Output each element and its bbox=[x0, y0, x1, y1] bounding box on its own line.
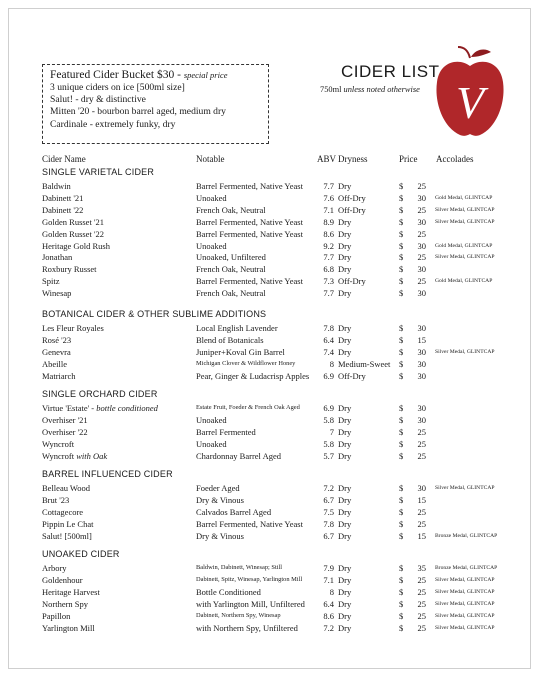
cider-price: 30 bbox=[417, 346, 426, 357]
cider-name bbox=[42, 450, 107, 462]
cider-name-text: Belleau Wood bbox=[42, 483, 91, 493]
cider-notable: with Yarlington Mill, Unfiltered bbox=[196, 598, 305, 609]
currency-symbol: $ bbox=[399, 370, 404, 381]
cider-row bbox=[0, 204, 540, 216]
cider-name-text: Roxbury Russet bbox=[42, 264, 97, 275]
featured-cider-bucket-box bbox=[42, 64, 269, 144]
cider-dryness: Dry bbox=[338, 518, 352, 529]
cider-name bbox=[42, 610, 70, 622]
cider-price: 25 bbox=[417, 426, 426, 437]
currency-symbol: $ bbox=[399, 450, 404, 461]
currency-symbol: $ bbox=[399, 622, 404, 633]
cider-name-text: Abeille bbox=[42, 358, 68, 369]
cider-notable: Barrel Fermented bbox=[196, 426, 256, 437]
cider-abv: 7.7 bbox=[323, 181, 334, 191]
cider-abv: 7.6 bbox=[323, 192, 334, 203]
cider-name bbox=[42, 598, 88, 610]
cider-name-note: with Oak bbox=[76, 450, 108, 461]
cider-accolade: Gold Medal, GLINTCAP bbox=[435, 194, 493, 201]
cider-notable: Foeder Aged bbox=[196, 483, 240, 493]
cider-name bbox=[42, 287, 71, 299]
cider-notable: Unoaked bbox=[196, 414, 227, 425]
cider-row bbox=[0, 263, 540, 275]
cider-name-text: Wyncroft bbox=[42, 438, 75, 449]
cider-name-text: Winesap bbox=[42, 288, 72, 299]
cider-price: 30 bbox=[417, 264, 426, 275]
cider-abv: 7 bbox=[329, 426, 334, 437]
cider-name-text: Dabinett '21 bbox=[42, 192, 84, 203]
cider-row bbox=[0, 334, 540, 346]
cider-abv: 7.2 bbox=[323, 622, 334, 633]
cider-name bbox=[42, 622, 95, 634]
cider-name-text: Les Fleur Royales bbox=[42, 323, 104, 333]
cider-abv: 6.8 bbox=[323, 264, 334, 275]
featured-title: Featured Cider Bucket $30 bbox=[50, 69, 175, 81]
cider-notable: Michigan Clover & Wildflower Honey bbox=[196, 359, 296, 367]
cider-dryness: Dry bbox=[338, 450, 352, 461]
cider-dryness: Dry bbox=[338, 403, 352, 413]
cider-dryness: Dry bbox=[338, 216, 352, 227]
cider-row bbox=[0, 574, 540, 586]
cider-abv: 8 bbox=[329, 358, 334, 369]
currency-symbol: $ bbox=[399, 610, 404, 621]
cider-price: 15 bbox=[417, 530, 426, 541]
cider-price: 30 bbox=[417, 192, 426, 203]
cider-abv: 6.7 bbox=[323, 530, 334, 541]
cider-dryness: Dry bbox=[338, 414, 352, 425]
cider-row bbox=[0, 426, 540, 438]
cider-accolade: Silver Medal, GLINTCAP bbox=[435, 612, 495, 619]
cider-dryness: Dry bbox=[338, 563, 352, 573]
cider-row bbox=[0, 622, 540, 634]
cider-notable: Barrel Fermented, Native Yeast bbox=[196, 228, 303, 239]
cider-name-text: Golden Russet '22 bbox=[42, 228, 104, 239]
cider-dryness: Dry bbox=[338, 264, 352, 275]
cider-name-text: Dabinett '22 bbox=[42, 204, 84, 215]
cider-notable: French Oak, Neutral bbox=[196, 288, 266, 299]
cider-row bbox=[0, 358, 540, 370]
cider-name bbox=[42, 530, 92, 542]
cider-row bbox=[0, 240, 540, 252]
featured-price-note: special price bbox=[183, 70, 228, 80]
cider-price: 25 bbox=[417, 598, 426, 609]
cider-abv: 7.9 bbox=[323, 563, 334, 573]
cider-name-text: Genevra bbox=[42, 346, 71, 357]
cider-accolade: Silver Medal, GLINTCAP bbox=[435, 576, 495, 583]
currency-symbol: $ bbox=[399, 204, 404, 215]
cider-price: 25 bbox=[417, 438, 426, 449]
cider-notable: Bottle Conditioned bbox=[196, 586, 261, 597]
cider-name bbox=[42, 494, 69, 506]
currency-symbol: $ bbox=[399, 358, 404, 369]
cider-notable: Local English Lavender bbox=[196, 323, 278, 333]
cider-abv: 7.5 bbox=[323, 506, 334, 517]
section-title: SINGLE VARIETAL CIDER bbox=[42, 167, 155, 177]
cider-name bbox=[42, 562, 67, 574]
cider-abv: 5.8 bbox=[323, 438, 334, 449]
cider-name-text: Wyncroft bbox=[42, 450, 77, 461]
currency-symbol: $ bbox=[399, 598, 404, 609]
cider-dryness: Dry bbox=[338, 483, 352, 493]
cider-row bbox=[0, 494, 540, 506]
cider-notable: Barrel Fermented, Native Yeast bbox=[196, 216, 303, 227]
cider-abv: 8 bbox=[329, 586, 334, 597]
cider-row bbox=[0, 414, 540, 426]
cider-price: 25 bbox=[417, 181, 426, 191]
cider-price: 25 bbox=[417, 252, 426, 263]
cider-price: 30 bbox=[417, 403, 426, 413]
cider-row bbox=[0, 586, 540, 598]
cider-accolade: Gold Medal, GLINTCAP bbox=[435, 242, 493, 249]
cider-row bbox=[0, 275, 540, 287]
cider-accolade: Silver Medal, GLINTCAP bbox=[435, 348, 495, 355]
currency-symbol: $ bbox=[399, 240, 404, 251]
cider-dryness: Dry bbox=[338, 530, 352, 541]
cider-price: 25 bbox=[417, 622, 426, 633]
column-header-notable: Notable bbox=[196, 154, 225, 164]
cider-price: 30 bbox=[417, 288, 426, 299]
bottle-size: 750ml bbox=[320, 85, 342, 94]
cider-name-text: Overhiser '22 bbox=[42, 426, 88, 437]
cider-name bbox=[42, 275, 59, 287]
cider-name-text: Jonathan bbox=[42, 252, 73, 263]
cider-dryness: Dry bbox=[338, 323, 352, 333]
cider-name bbox=[42, 240, 110, 252]
column-header-name: Cider Name bbox=[42, 154, 86, 164]
cider-price: 30 bbox=[417, 323, 426, 333]
currency-symbol: $ bbox=[399, 586, 404, 597]
cider-name bbox=[42, 518, 93, 530]
cider-accolade: Silver Medal, GLINTCAP bbox=[435, 600, 495, 607]
cider-dryness: Dry bbox=[338, 240, 352, 251]
cider-abv: 7.1 bbox=[323, 204, 334, 215]
cider-name-text: Northern Spy bbox=[42, 598, 89, 609]
cider-name-text: Golden Russet '21 bbox=[42, 216, 104, 227]
cider-dryness: Dry bbox=[338, 622, 352, 633]
cider-row bbox=[0, 518, 540, 530]
currency-symbol: $ bbox=[399, 346, 404, 357]
cider-notable: Chardonnay Barrel Aged bbox=[196, 450, 281, 461]
cider-name bbox=[42, 322, 104, 334]
cider-dryness: Dry bbox=[338, 346, 352, 357]
cider-name bbox=[42, 216, 104, 228]
cider-abv: 7.2 bbox=[323, 483, 334, 493]
cider-notable: French Oak, Neutral bbox=[196, 204, 266, 215]
cider-abv: 6.4 bbox=[323, 598, 334, 609]
cider-name bbox=[42, 180, 71, 192]
currency-symbol: $ bbox=[399, 530, 404, 541]
cider-abv: 8.6 bbox=[323, 610, 334, 621]
currency-symbol: $ bbox=[399, 192, 404, 203]
cider-dryness: Off-Dry bbox=[338, 276, 366, 287]
currency-symbol: $ bbox=[399, 518, 404, 529]
cider-price: 25 bbox=[417, 276, 426, 287]
cider-abv: 5.7 bbox=[323, 450, 334, 461]
featured-line: 3 unique ciders on ice [500ml size] bbox=[50, 82, 185, 93]
cider-name-text: Yarlington Mill bbox=[42, 622, 95, 633]
cider-price: 25 bbox=[417, 506, 426, 517]
cider-abv: 6.7 bbox=[323, 494, 334, 505]
cider-name bbox=[42, 334, 71, 346]
size-qualifier: unless noted otherwise bbox=[343, 85, 420, 94]
cider-accolade: Silver Medal, GLINTCAP bbox=[435, 254, 495, 261]
cider-row bbox=[0, 287, 540, 299]
cider-accolade: Silver Medal, GLINTCAP bbox=[435, 588, 495, 595]
cider-name bbox=[42, 192, 83, 204]
cider-abv: 8.6 bbox=[323, 228, 334, 239]
cider-notable: Unoaked bbox=[196, 192, 227, 203]
cider-row bbox=[0, 610, 540, 622]
cider-name bbox=[42, 251, 72, 263]
cider-abv: 9.2 bbox=[323, 240, 334, 251]
cider-notable: Estate Fruit, Foeder & French Oak Aged bbox=[196, 404, 300, 411]
cider-price: 30 bbox=[417, 240, 426, 251]
cider-row bbox=[0, 482, 540, 494]
cider-name bbox=[42, 426, 88, 438]
cider-row bbox=[0, 530, 540, 542]
cider-accolade: Silver Medal, GLINTCAP bbox=[435, 206, 495, 213]
size-note bbox=[320, 85, 420, 94]
cider-price: 30 bbox=[417, 414, 426, 425]
section-title: BOTANICAL CIDER & OTHER SUBLIME ADDITIONS bbox=[42, 309, 267, 319]
cider-notable: Barrel Fermented, Native Yeast bbox=[196, 518, 303, 529]
currency-symbol: $ bbox=[399, 228, 404, 239]
cider-abv: 7.8 bbox=[323, 518, 334, 529]
cider-name bbox=[42, 263, 97, 275]
cider-dryness: Dry bbox=[338, 252, 352, 263]
cider-name bbox=[42, 586, 100, 598]
cider-name-text: Arbory bbox=[42, 563, 67, 573]
cider-notable: Unoaked bbox=[196, 438, 227, 449]
cider-dryness: Dry bbox=[338, 334, 352, 345]
cider-name-note: bottle conditioned bbox=[96, 403, 158, 413]
cider-price: 25 bbox=[417, 228, 426, 239]
cider-row bbox=[0, 192, 540, 204]
cider-notable: Barrel Fermented, Native Yeast bbox=[196, 276, 303, 287]
cider-name-text: Heritage Harvest bbox=[42, 586, 100, 597]
cider-name bbox=[42, 574, 83, 586]
cider-name-text: Cottagecore bbox=[42, 506, 84, 517]
cider-notable: Unoaked bbox=[196, 240, 227, 251]
cider-notable: Blend of Botanicals bbox=[196, 334, 264, 345]
apple-logo-icon bbox=[434, 46, 506, 138]
cider-abv: 7.7 bbox=[323, 252, 334, 263]
cider-name-text: Rosé '23 bbox=[42, 334, 72, 345]
cider-name bbox=[42, 506, 83, 518]
cider-price: 30 bbox=[417, 370, 426, 381]
section-title: SINGLE ORCHARD CIDER bbox=[42, 389, 158, 399]
cider-name-text: Baldwin bbox=[42, 181, 71, 191]
featured-line: Mitten '20 - bourbon barrel aged, medium dry bbox=[50, 106, 226, 118]
cider-accolade: Gold Medal, GLINTCAP bbox=[435, 278, 493, 285]
cider-name bbox=[42, 438, 74, 450]
cider-dryness: Medium-Sweet bbox=[338, 358, 391, 369]
cider-abv: 8.9 bbox=[323, 216, 334, 227]
cider-accolade: Silver Medal, GLINTCAP bbox=[435, 624, 495, 631]
currency-symbol: $ bbox=[399, 276, 404, 287]
cider-dryness: Dry bbox=[338, 228, 352, 239]
cider-abv: 6.9 bbox=[323, 403, 334, 413]
featured-line: Cardinale - extremely funky, dry bbox=[50, 118, 176, 130]
cider-dryness: Dry bbox=[338, 506, 352, 517]
cider-dryness: Dry bbox=[338, 181, 352, 191]
cider-dryness: Dry bbox=[338, 574, 352, 585]
cider-accolade: Silver Medal, GLINTCAP bbox=[435, 485, 495, 491]
cider-price: 25 bbox=[417, 450, 426, 461]
cider-abv: 7.3 bbox=[323, 276, 334, 287]
currency-symbol: $ bbox=[399, 181, 404, 191]
cider-name bbox=[42, 414, 88, 426]
cider-name bbox=[42, 346, 71, 358]
featured-line: Salut! - dry & distinctive bbox=[50, 94, 146, 106]
currency-symbol: $ bbox=[399, 506, 404, 517]
cider-name-text: Papillon bbox=[42, 610, 71, 621]
cider-row bbox=[0, 370, 540, 382]
cider-price: 35 bbox=[417, 563, 426, 573]
cider-name bbox=[42, 358, 67, 370]
cider-notable: Baldwin, Dabinett, Winesap; Still bbox=[196, 564, 283, 571]
cider-accolade: Bronze Medal, GLINTCAP bbox=[435, 565, 498, 571]
cider-notable: Dry & Vinous bbox=[196, 494, 244, 505]
cider-price: 25 bbox=[417, 586, 426, 597]
section-title: BARREL INFLUENCED CIDER bbox=[42, 469, 173, 479]
currency-symbol: $ bbox=[399, 252, 404, 263]
cider-row bbox=[0, 402, 540, 414]
page-title: CIDER LIST bbox=[341, 62, 440, 81]
currency-symbol: $ bbox=[399, 563, 404, 573]
cider-price: 15 bbox=[417, 334, 426, 345]
cider-row bbox=[0, 180, 540, 192]
cider-name-text: Overhiser '21 bbox=[42, 414, 88, 425]
cider-row bbox=[0, 251, 540, 263]
cider-name-text: Spitz bbox=[42, 276, 60, 287]
cider-dryness: Off-Dry bbox=[338, 192, 366, 203]
cider-dryness: Dry bbox=[338, 586, 352, 597]
currency-symbol: $ bbox=[399, 334, 404, 345]
cider-notable: Unoaked, Unfiltered bbox=[196, 252, 266, 263]
cider-row bbox=[0, 216, 540, 228]
cider-name bbox=[42, 482, 90, 494]
cider-abv: 7.8 bbox=[323, 323, 334, 333]
cider-abv: 6.4 bbox=[323, 334, 334, 345]
cider-notable: Calvados Barrel Aged bbox=[196, 506, 272, 517]
cider-row bbox=[0, 450, 540, 462]
cider-abv: 6.9 bbox=[323, 370, 334, 381]
cider-dryness: Dry bbox=[338, 494, 352, 505]
column-header-accolades: Accolades bbox=[436, 154, 474, 164]
section-title: UNOAKED CIDER bbox=[42, 549, 120, 559]
cider-row bbox=[0, 506, 540, 518]
cider-price: 25 bbox=[417, 574, 426, 585]
cider-accolade: Bronze Medal, GLINTCAP bbox=[435, 532, 498, 539]
currency-symbol: $ bbox=[399, 323, 404, 333]
currency-symbol: $ bbox=[399, 574, 404, 585]
cider-price: 30 bbox=[417, 358, 426, 369]
cider-row bbox=[0, 562, 540, 574]
currency-symbol: $ bbox=[399, 414, 404, 425]
cider-name bbox=[42, 204, 83, 216]
cider-row bbox=[0, 346, 540, 358]
column-header-abv: ABV bbox=[317, 154, 337, 164]
currency-symbol: $ bbox=[399, 483, 404, 493]
cider-abv: 5.8 bbox=[323, 414, 334, 425]
cider-dryness: Off-Dry bbox=[338, 204, 366, 215]
cider-price: 15 bbox=[417, 494, 426, 505]
cider-row bbox=[0, 598, 540, 610]
cider-name bbox=[42, 228, 104, 240]
cider-name-text: Virtue 'Estate' - bbox=[42, 403, 97, 413]
cider-dryness: Dry bbox=[338, 610, 352, 621]
cider-price: 30 bbox=[417, 216, 426, 227]
logo-letter: V bbox=[455, 77, 485, 128]
cider-dryness: Dry bbox=[338, 438, 352, 449]
currency-symbol: $ bbox=[399, 494, 404, 505]
cider-dryness: Dry bbox=[338, 426, 352, 437]
currency-symbol: $ bbox=[399, 438, 404, 449]
currency-symbol: $ bbox=[399, 426, 404, 437]
cider-notable: French Oak, Neutral bbox=[196, 264, 266, 275]
cider-name-text: Brut '23 bbox=[42, 494, 70, 505]
cider-price: 25 bbox=[417, 610, 426, 621]
currency-symbol: $ bbox=[399, 288, 404, 299]
cider-dryness: Dry bbox=[338, 598, 352, 609]
cider-dryness: Dry bbox=[338, 288, 352, 299]
cider-price: 30 bbox=[417, 483, 426, 493]
cider-name-text: Matriarch bbox=[42, 370, 76, 381]
currency-symbol: $ bbox=[399, 264, 404, 275]
cider-notable: Barrel Fermented, Native Yeast bbox=[196, 181, 303, 191]
cider-name-text: Pippin Le Chat bbox=[42, 518, 94, 529]
cider-price: 25 bbox=[417, 518, 426, 529]
cider-notable: Dry & Vinous bbox=[196, 530, 244, 541]
cider-name bbox=[42, 370, 76, 382]
cider-abv: 7.7 bbox=[323, 288, 334, 299]
column-header-price: Price bbox=[399, 154, 418, 164]
cider-notable: with Northern Spy, Unfiltered bbox=[196, 622, 298, 633]
cider-row bbox=[0, 322, 540, 334]
cider-accolade: Silver Medal, GLINTCAP bbox=[435, 218, 495, 225]
cider-abv: 7.1 bbox=[323, 574, 334, 585]
currency-symbol: $ bbox=[399, 403, 404, 413]
cider-name bbox=[42, 402, 158, 414]
currency-symbol: $ bbox=[399, 216, 404, 227]
cider-price: 25 bbox=[417, 204, 426, 215]
cider-row bbox=[0, 438, 540, 450]
cider-name-text: Salut! [500ml] bbox=[42, 530, 92, 541]
cider-notable: Dabinett, Northern Spy, Winesap bbox=[196, 611, 281, 619]
cider-notable: Juniper+Koval Gin Barrel bbox=[196, 346, 285, 357]
cider-name-text: Heritage Gold Rush bbox=[42, 240, 110, 251]
cider-dryness: Off-Dry bbox=[338, 370, 366, 381]
column-header-dryness: Dryness bbox=[338, 154, 368, 164]
featured-heading: Featured Cider Bucket $30 - special price bbox=[50, 69, 228, 81]
cider-notable: Dabinett, Spitz, Winesap, Yarlington Mill bbox=[196, 575, 303, 583]
cider-name-text: Goldenhour bbox=[42, 574, 83, 585]
cider-row bbox=[0, 228, 540, 240]
cider-notable: Pear, Ginger & Ludacrisp Apples bbox=[196, 370, 310, 381]
cider-abv: 7.4 bbox=[323, 346, 334, 357]
